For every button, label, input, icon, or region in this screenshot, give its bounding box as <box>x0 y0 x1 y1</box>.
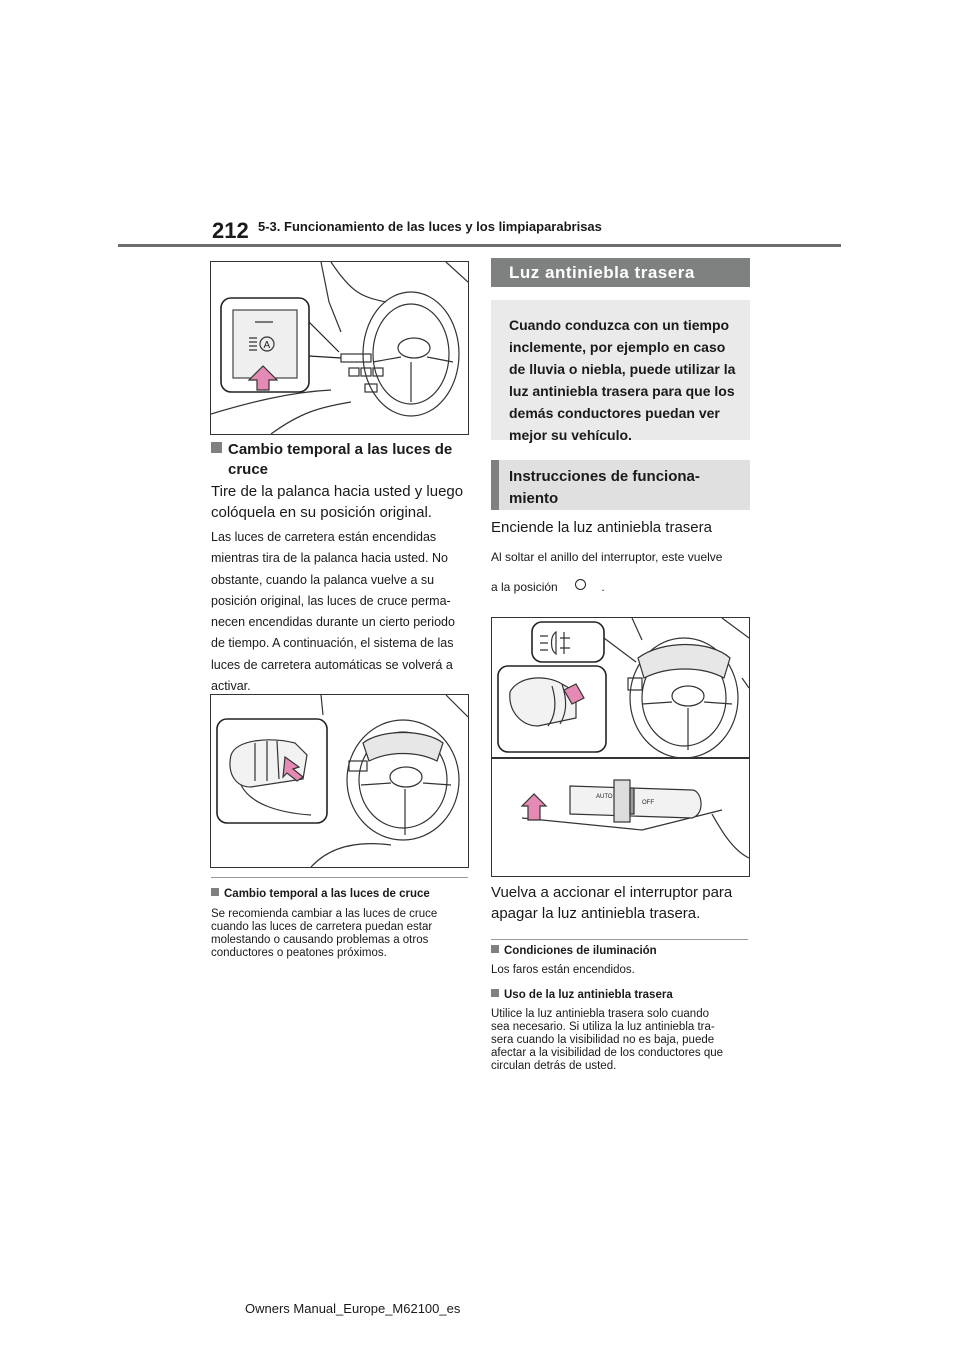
note-usage-text: Utilice la luz antiniebla trasera solo cuando sea necesario. Si utiliza la luz antiniebla tra- sera cuando la visibilidad no es baja, puede afectar a la visibilidad de los conductores que circulan detrás de usted. <box>491 1008 724 1072</box>
figure-dashboard-switch <box>210 261 469 435</box>
page-number: 212 <box>212 218 249 243</box>
step-note: Al soltar el anillo del interruptor, este vuelve a la posición . <box>491 550 723 595</box>
instruction-text: Tire de la palanca hacia usted y luego colóquela en su posición original. <box>211 483 464 521</box>
subsection-title-instructions: Instrucciones de funciona- miento <box>491 460 750 510</box>
note-divider <box>211 877 468 878</box>
note-text: Se recomienda cambiar a las luces de cruce cuando las luces de carretera puedan estar molestando o causando problemas a otros conductores o peatones próximos. <box>211 908 438 959</box>
intro-box: Cuando conduzca con un tiempo inclemente, por ejemplo en caso de lluvia o niebla, puede utilizar la luz antiniebla trasera para que los demás conductores puedan ver mejor su vehículo. <box>491 300 750 440</box>
switch-label-auto: AUTO <box>596 794 613 800</box>
figure-switch-letter: A <box>263 340 271 351</box>
note-heading-temp-low-beam: Cambio temporal a las luces de cruce <box>211 888 471 900</box>
bullet-square-icon <box>211 888 219 896</box>
note-conditions-text: Los faros están encendidos. <box>491 964 635 976</box>
figure-fog-switch <box>491 617 750 877</box>
section-header-title: 5-3. Funcionamiento de las luces y los limpiaparabrisas <box>258 219 602 234</box>
figure-lever-pull <box>210 694 469 868</box>
note-heading-usage: Uso de la luz antiniebla trasera <box>491 989 751 1001</box>
step-turn-on: Enciende la luz antiniebla trasera <box>491 519 712 536</box>
note-heading-conditions: Condiciones de iluminación <box>491 945 751 957</box>
subheading-temp-low-beam: Cambio temporal a las luces de cruce <box>211 440 471 480</box>
bullet-square-icon <box>491 989 499 997</box>
explanation-paragraph: Las luces de carretera están encendidas mientras tira de la palanca hacia usted. No obstante, cuando la palanca vuelve a su posición original, las luces de cruce perma- necen encendidas durante un cierto periodo de tiempo. A continuación, el sistema de las luces de carretera automáticas se volverá a activar. <box>211 530 455 694</box>
note-divider-right <box>491 939 748 940</box>
bullet-square-icon <box>491 945 499 953</box>
footer-text: Owners Manual_Europe_M62100_es <box>245 1301 461 1316</box>
off-position-circle-icon <box>575 579 586 590</box>
section-title-rear-fog: Luz antiniebla trasera <box>491 258 750 287</box>
step-turn-off: Vuelva a accionar el interruptor para apagar la luz antiniebla trasera. <box>491 884 733 922</box>
header-divider <box>118 244 841 247</box>
switch-label-off: OFF <box>642 800 654 806</box>
bullet-square-icon <box>211 442 222 453</box>
